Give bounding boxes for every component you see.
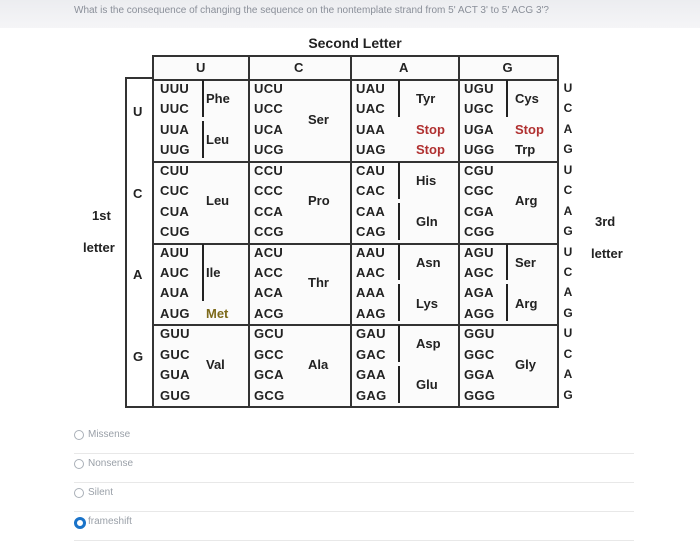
column-divider	[350, 57, 352, 406]
radio-button[interactable]	[74, 517, 86, 529]
codon-ccg: CCG	[254, 224, 284, 240]
codon-auc: AUC	[160, 264, 190, 280]
amino-acid-ser: Ser	[308, 111, 329, 127]
option-silent[interactable]	[74, 483, 634, 512]
codon-auu: AUU	[160, 244, 190, 260]
second-letter-title: Second Letter	[308, 35, 402, 51]
codon-gua: GUA	[160, 367, 190, 383]
codon-group-bracket	[398, 325, 400, 362]
codon-gau: GAU	[356, 326, 386, 342]
amino-acid-met: Met	[206, 305, 229, 321]
codon-aag: AAG	[356, 305, 386, 321]
third-letter-a: A	[563, 121, 573, 136]
third-letter-c: C	[563, 264, 573, 279]
codon-guu: GUU	[160, 326, 190, 342]
codon-gga: GGA	[464, 367, 495, 383]
codon-group-bracket	[398, 162, 400, 199]
codon-cca: CCA	[254, 203, 284, 219]
option-label: Nonsense	[88, 458, 134, 469]
amino-acid-leu: Leu	[206, 132, 230, 148]
codon-cgg: CGG	[464, 224, 495, 240]
codon-group-bracket	[398, 80, 400, 117]
codon-ugg: UGG	[464, 142, 495, 158]
codon-group-bracket	[202, 80, 204, 117]
codon-uug: UUG	[160, 142, 190, 158]
third-letter-g: G	[563, 142, 573, 157]
amino-acid-gly: Gly	[515, 356, 536, 372]
amino-acid-stop: Stop	[416, 121, 445, 137]
third-letter-g: G	[563, 387, 573, 402]
codon-aau: AAU	[356, 244, 386, 260]
codon-group-bracket	[398, 366, 400, 403]
option-frameshift[interactable]	[74, 512, 634, 541]
option-label: Silent	[88, 487, 114, 498]
third-letter-c: C	[563, 346, 573, 361]
amino-acid-lys: Lys	[416, 295, 438, 311]
codon-cuc: CUC	[160, 183, 190, 199]
codon-uac: UAC	[356, 101, 386, 117]
codon-uca: UCA	[254, 121, 284, 137]
third-letter-u: U	[563, 81, 573, 95]
codon-cgu: CGU	[464, 162, 494, 178]
codon-cga: CGA	[464, 203, 494, 219]
third-letter-label-2: letter	[591, 246, 623, 261]
codon-ucc: UCC	[254, 101, 284, 117]
third-letter-a: A	[563, 285, 573, 300]
codon-gcu: GCU	[254, 326, 284, 342]
codon-ggc: GGC	[464, 346, 495, 362]
codon-agu: AGU	[464, 244, 494, 260]
codon-ucu: UCU	[254, 81, 284, 96]
amino-acid-trp: Trp	[515, 142, 536, 158]
codon-ggg: GGG	[464, 387, 496, 403]
codon-gaa: GAA	[356, 367, 386, 383]
second-letter-c: C	[294, 60, 304, 75]
codon-cau: CAU	[356, 162, 386, 178]
codon-uua: UUA	[160, 121, 190, 137]
amino-acid-ala: Ala	[308, 356, 329, 372]
amino-acid-stop: Stop	[416, 142, 445, 158]
codon-group-bracket	[398, 203, 400, 240]
codon-uaa: UAA	[356, 121, 386, 137]
codon-cua: CUA	[160, 203, 190, 219]
first-letter-label-1: 1st	[92, 208, 111, 223]
codon-gca: GCA	[254, 367, 284, 383]
codon-ccc: CCC	[254, 183, 284, 199]
codon-cag: CAG	[356, 224, 386, 240]
codon-aug: AUG	[160, 305, 190, 321]
codon-acu: ACU	[254, 244, 284, 260]
codon-acg: ACG	[254, 305, 284, 321]
radio-button[interactable]	[74, 430, 84, 440]
codon-group-bracket	[398, 284, 400, 321]
amino-acid-his: His	[416, 172, 437, 188]
third-letter-label-1: 3rd	[595, 214, 616, 229]
codon-gag: GAG	[356, 387, 387, 403]
third-letter-c: C	[563, 101, 573, 116]
codon-group-bracket	[202, 121, 204, 158]
codon-cug: CUG	[160, 224, 190, 240]
codon-caa: CAA	[356, 203, 386, 219]
option-label: frameshift	[88, 516, 132, 527]
codon-cac: CAC	[356, 183, 386, 199]
option-nonsense[interactable]	[74, 454, 634, 483]
amino-acid-gln: Gln	[416, 213, 438, 229]
radio-button[interactable]	[74, 488, 84, 498]
third-letter-u: U	[563, 326, 573, 341]
amino-acid-val: Val	[206, 356, 225, 372]
option-missense[interactable]	[74, 425, 634, 454]
amino-acid-arg: Arg	[515, 295, 538, 311]
codon-gac: GAC	[356, 346, 386, 362]
codon-ugc: UGC	[464, 101, 494, 117]
amino-acid-glu: Glu	[416, 377, 438, 393]
codon-uga: UGA	[464, 121, 494, 137]
codon-cgc: CGC	[464, 183, 494, 199]
amino-acid-ile: Ile	[206, 264, 221, 280]
second-letter-u: U	[196, 60, 206, 75]
third-letter-c: C	[563, 183, 573, 198]
codon-ugu: UGU	[464, 81, 494, 96]
third-letter-g: G	[563, 224, 573, 239]
codon-uau: UAU	[356, 81, 386, 96]
codon-group-bracket	[202, 244, 204, 301]
third-letter-u: U	[563, 244, 573, 259]
third-letter-a: A	[563, 367, 573, 382]
codon-guc: GUC	[160, 346, 190, 362]
column-divider	[248, 57, 250, 406]
codon-aaa: AAA	[356, 285, 386, 301]
amino-acid-phe: Phe	[206, 91, 230, 107]
codon-aca: ACA	[254, 285, 284, 301]
option-label: Missense	[88, 429, 131, 440]
column-divider	[458, 57, 460, 406]
codon-cuu: CUU	[160, 162, 190, 178]
codon-acc: ACC	[254, 264, 284, 280]
codon-group-bracket	[398, 244, 400, 281]
amino-acid-ser: Ser	[515, 254, 536, 270]
amino-acid-leu: Leu	[206, 193, 230, 209]
codon-gug: GUG	[160, 387, 191, 403]
amino-acid-asn: Asn	[416, 254, 441, 270]
third-letter-u: U	[563, 162, 573, 177]
amino-acid-tyr: Tyr	[416, 91, 436, 107]
amino-acid-cys: Cys	[515, 91, 539, 107]
codon-aua: AUA	[160, 285, 190, 301]
third-letter-a: A	[563, 203, 573, 218]
third-letter-g: G	[563, 305, 573, 320]
question-text: What is the consequence of changing the sequence on the nontemplate strand from 5' ACT 3' to 5' ACG 3'?	[74, 5, 549, 16]
amino-acid-arg: Arg	[515, 193, 538, 209]
second-letter-a: A	[399, 60, 409, 75]
first-letter-u: U	[133, 103, 143, 119]
codon-ucg: UCG	[254, 142, 284, 158]
codon-aga: AGA	[464, 285, 494, 301]
first-letter-g: G	[133, 349, 144, 365]
codon-uuc: UUC	[160, 101, 190, 117]
first-letter-a: A	[133, 267, 143, 283]
first-letter-label-2: letter	[83, 240, 115, 255]
codon-gcg: GCG	[254, 387, 285, 403]
codon-agc: AGC	[464, 264, 494, 280]
codon-gcc: GCC	[254, 346, 284, 362]
codon-group-bracket	[506, 80, 508, 117]
first-letter-c: C	[133, 185, 143, 201]
codon-group-bracket	[506, 244, 508, 281]
codon-uag: UAG	[356, 142, 386, 158]
amino-acid-pro: Pro	[308, 193, 330, 209]
codon-ccu: CCU	[254, 162, 284, 178]
codon-ggu: GGU	[464, 326, 495, 342]
codon-aac: AAC	[356, 264, 386, 280]
codon-group-bracket	[506, 284, 508, 321]
radio-button[interactable]	[74, 459, 84, 469]
amino-acid-stop: Stop	[515, 121, 544, 137]
amino-acid-asp: Asp	[416, 336, 441, 352]
codon-uuu: UUU	[160, 81, 190, 96]
second-letter-g: G	[502, 60, 513, 75]
codon-agg: AGG	[464, 305, 495, 321]
amino-acid-thr: Thr	[308, 275, 329, 291]
